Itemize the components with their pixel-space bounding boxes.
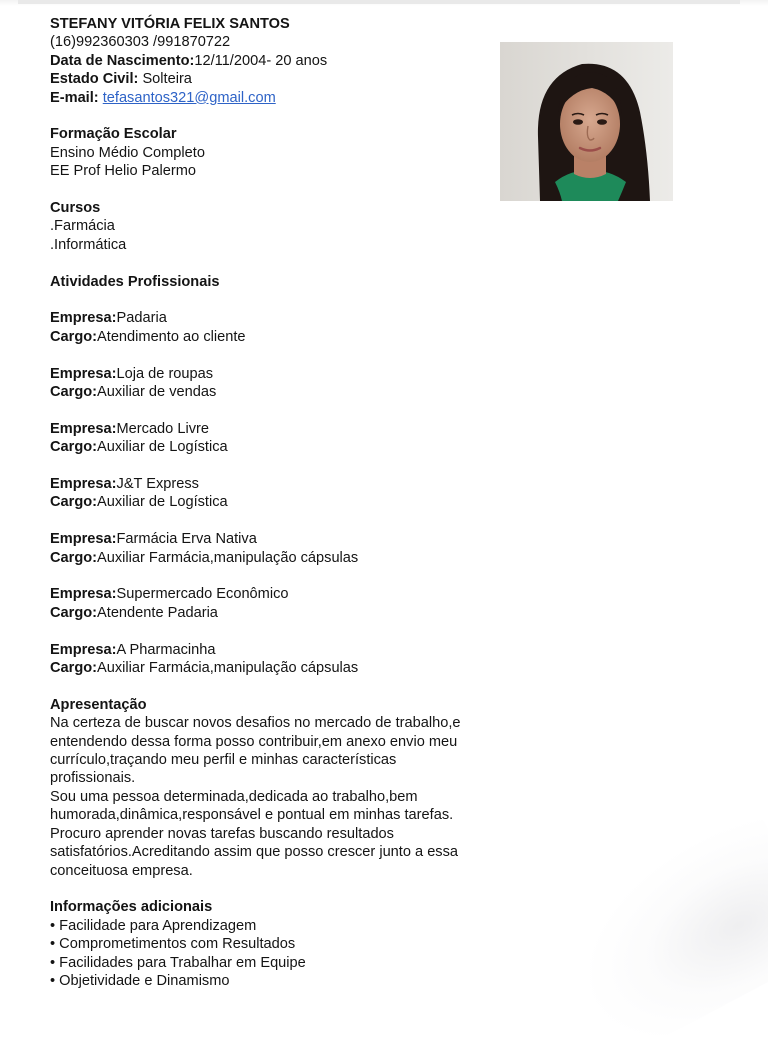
role-label: Cargo: bbox=[50, 494, 98, 511]
education-title: Formação Escolar bbox=[50, 126, 177, 143]
company-label: Empresa: bbox=[50, 365, 117, 382]
portrait-photo-icon bbox=[500, 42, 673, 201]
job-role-row bbox=[50, 328, 520, 346]
presentation-line: entendendo dessa forma posso contribuir,em anexo envio meu bbox=[50, 733, 458, 750]
candidate-name: STEFANY VITÓRIA FELIX SANTOS bbox=[50, 16, 290, 32]
company-label: Empresa: bbox=[50, 476, 117, 493]
role-label: Cargo: bbox=[50, 439, 98, 456]
civil-status-label: Estado Civil: bbox=[50, 71, 139, 88]
company-value: Supermercado Econômico bbox=[116, 586, 289, 603]
presentation-title: Apresentação bbox=[50, 696, 147, 713]
company-label: Empresa: bbox=[50, 420, 117, 437]
company-value: Loja de roupas bbox=[116, 365, 214, 382]
civil-status-value: Solteira bbox=[138, 71, 192, 88]
company-value: Mercado Livre bbox=[116, 420, 209, 437]
job-company-row bbox=[50, 309, 520, 327]
role-label: Cargo: bbox=[50, 604, 98, 621]
education-line: EE Prof Helio Palermo bbox=[50, 163, 196, 180]
role-label: Cargo: bbox=[50, 384, 98, 401]
birth-date-value: 12/11/2004- 20 anos bbox=[194, 52, 328, 69]
company-label: Empresa: bbox=[50, 310, 117, 327]
job-company-row bbox=[50, 530, 520, 548]
additional-info-item: • Facilidades para Trabalhar em Equipe bbox=[50, 954, 306, 971]
job-company-row bbox=[50, 641, 520, 659]
additional-info-item: • Comprometimentos com Resultados bbox=[50, 936, 296, 953]
role-label: Cargo: bbox=[50, 328, 98, 345]
courses-title: Cursos bbox=[50, 200, 101, 217]
presentation-line: humorada,dinâmica,responsável e pontual em minhas tarefas. bbox=[50, 807, 454, 824]
company-value: Farmácia Erva Nativa bbox=[116, 531, 257, 548]
role-value: Auxiliar de Logística bbox=[97, 494, 228, 511]
email-label: E-mail: bbox=[50, 89, 99, 106]
education-line: Ensino Médio Completo bbox=[50, 144, 205, 161]
role-value: Auxiliar de vendas bbox=[97, 384, 217, 401]
phone-numbers: (16)992360303 /991870722 bbox=[50, 34, 231, 51]
additional-info-item: • Objetividade e Dinamismo bbox=[50, 972, 230, 989]
presentation-line: profissionais. bbox=[50, 770, 136, 787]
company-value: A Pharmacinha bbox=[116, 641, 216, 658]
course-item: .Farmácia bbox=[50, 218, 115, 235]
presentation-line: Na certeza de buscar novos desafios no mercado de trabalho,e bbox=[50, 715, 461, 732]
presentation-line: currículo,traçando meu perfil e minhas características bbox=[50, 752, 397, 769]
presentation-line: Sou uma pessoa determinada,dedicada ao trabalho,bem bbox=[50, 788, 418, 805]
additional-info-item: • Facilidade para Aprendizagem bbox=[50, 917, 257, 934]
resume-content bbox=[50, 15, 520, 990]
role-value: Auxiliar Farmácia,manipulação cápsulas bbox=[97, 549, 359, 566]
job-company-row bbox=[50, 585, 520, 603]
role-label: Cargo: bbox=[50, 660, 98, 677]
email-link[interactable]: tefasantos321@gmail.com bbox=[102, 89, 276, 106]
role-label: Cargo: bbox=[50, 549, 98, 566]
role-value: Auxiliar Farmácia,manipulação cápsulas bbox=[97, 660, 359, 677]
job-role-row bbox=[50, 493, 520, 511]
experience-title: Atividades Profissionais bbox=[50, 273, 220, 290]
paper-glare bbox=[544, 807, 768, 1061]
profile-photo bbox=[500, 42, 673, 201]
presentation-line: conceituosa empresa. bbox=[50, 862, 193, 879]
job-role-row bbox=[50, 659, 520, 677]
role-value: Atendimento ao cliente bbox=[97, 328, 246, 345]
job-company-row bbox=[50, 420, 520, 438]
course-item: .Informática bbox=[50, 236, 127, 253]
job-role-row bbox=[50, 604, 520, 622]
presentation-line: Procuro aprender novas tarefas buscando resultados bbox=[50, 825, 394, 842]
additional-info-title: Informações adicionais bbox=[50, 899, 213, 916]
company-value: J&T Express bbox=[116, 476, 199, 493]
role-value: Atendente Padaria bbox=[97, 604, 218, 621]
company-label: Empresa: bbox=[50, 586, 117, 603]
job-company-row bbox=[50, 475, 520, 493]
birth-date-label: Data de Nascimento: bbox=[50, 52, 195, 69]
company-value: Padaria bbox=[116, 310, 167, 327]
job-role-row bbox=[50, 549, 520, 567]
company-label: Empresa: bbox=[50, 531, 117, 548]
presentation-line: satisfatórios.Acreditando assim que posso crescer junto a essa bbox=[50, 844, 459, 861]
job-role-row bbox=[50, 438, 520, 456]
role-value: Auxiliar de Logística bbox=[97, 439, 228, 456]
civil-status-row bbox=[50, 70, 520, 88]
job-role-row bbox=[50, 383, 520, 401]
page-top-edge bbox=[18, 0, 740, 4]
job-company-row bbox=[50, 365, 520, 383]
email-row bbox=[50, 89, 520, 107]
birth-date-row bbox=[50, 52, 520, 70]
company-label: Empresa: bbox=[50, 641, 117, 658]
